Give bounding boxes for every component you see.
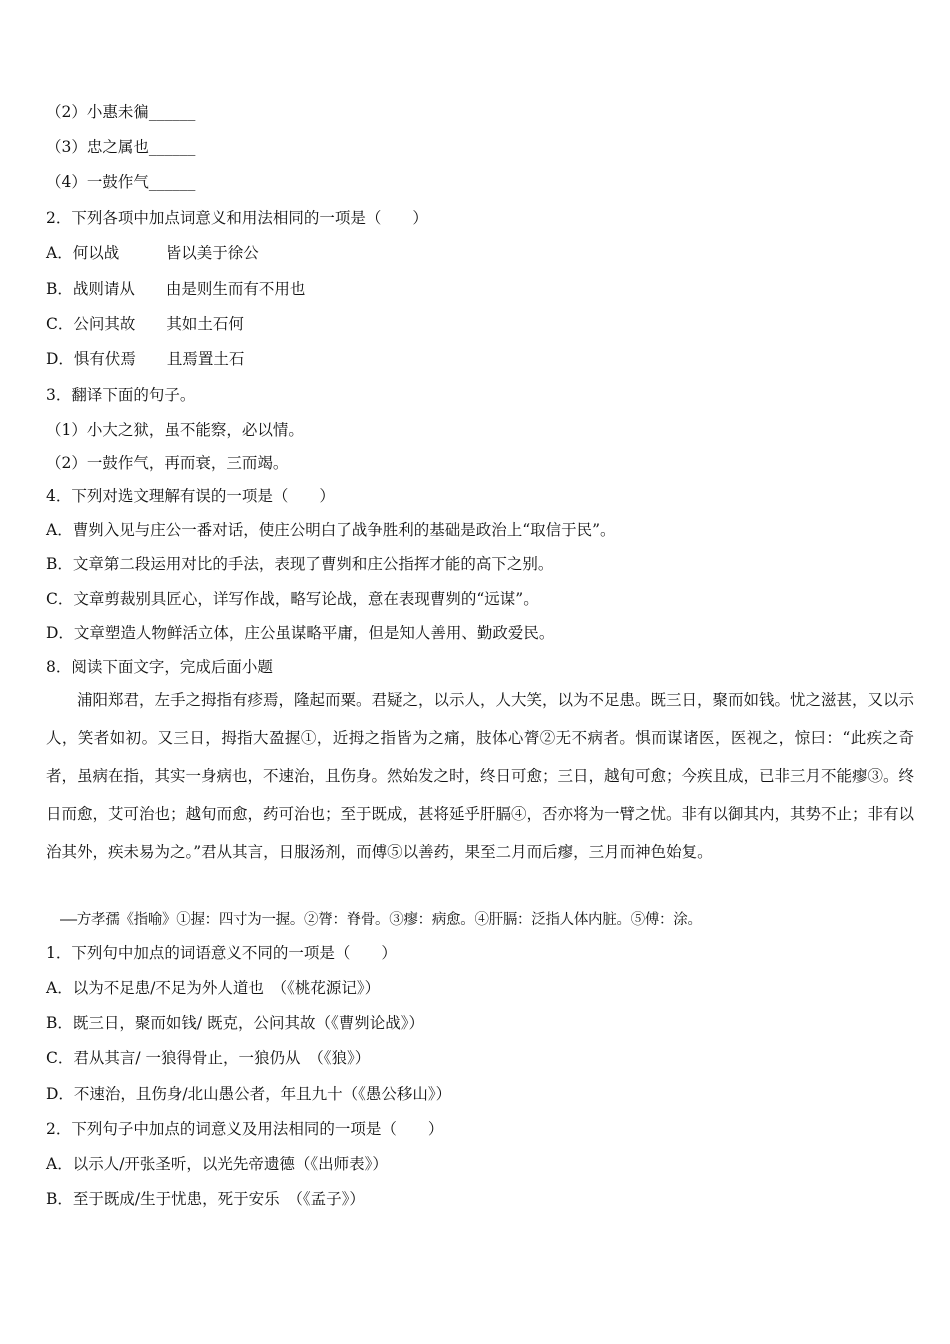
translate-sentence-2: （2）一鼓作气，再而衰，三而竭。 (46, 454, 289, 472)
sub-question-2-stem: 2．下列句子中加点的词意义及用法相同的一项是（ ） (46, 1120, 444, 1138)
question-4-stem: 4．下列对选文理解有误的一项是（ ） (46, 487, 335, 505)
question-3-stem: 3．翻译下面的句子。 (46, 386, 196, 404)
q4-option-b: B．文章第二段运用对比的手法，表现了曹刿和庄公指挥才能的高下之别。 (46, 555, 554, 573)
q4-option-c: C．文章剪裁别具匠心，详写作战，略写论战，意在表现曹刿的“远谋”。 (46, 590, 539, 608)
sub-q1-option-c: C．君从其言/ 一狼得骨止，一狼仍从 （《狼》） (46, 1049, 371, 1067)
q4-option-d: D．文章塑造人物鲜活立体，庄公虽谋略平庸，但是知人善用、勤政爱民。 (46, 624, 555, 642)
sub-q2-option-b: B．至于既成/生于忧患，死于安乐 （《孟子》） (46, 1190, 365, 1208)
sub-q1-option-b: B．既三日，聚而如钱/ 既克，公问其故（《曹刿论战》） (46, 1014, 425, 1032)
passage-source-note: ——方孝孺《指喻》①握：四寸为一握。②膂：脊骨。③瘳：病愈。④肝膈：泛指人体内脏。⑤傅：涂。 (60, 912, 702, 928)
option-c: C．公问其故 其如土石何 (46, 315, 244, 333)
answer-line-2: （2）小惠未徧______ (46, 103, 196, 121)
section-8-heading: 8．阅读下面文字，完成后面小题 (46, 658, 273, 676)
question-2-stem: 2．下列各项中加点词意义和用法相同的一项是（ ） (46, 209, 428, 227)
option-b: B．战则请从 由是则生而有不用也 (46, 280, 306, 298)
sub-q1-option-a: A．以为不足患/不足为外人道也 （《桃花源记》） (46, 979, 381, 997)
reading-passage: 浦阳郑君，左手之拇指有疹焉，隆起而粟。君疑之，以示人，人大笑，以为不足患。既三日，聚而如钱。忧之滋甚，又以示人，笑者如初。又三日，拇指大盈握①，近拇之指皆为之痛，肢体心膂②无不病者。惧而谋诸医，医视之，惊曰：“此疾之奇者，虽病在指，其实一身病也，不速治，且伤身。然始发之时，终日可愈；三日，越旬可愈；今疾且成，已非三月不能瘳③。终日而愈，艾可治也；越旬而愈，药可治也；至于既成，甚将延乎肝膈④，否亦将为一臂之忧。非有以御其内，其势不止；非有以治其外，疾未易为之。”君从其言，日服汤剂，而傅⑤以善药，果至二月而后瘳，三月而神色始复。 (46, 691, 915, 861)
sub-question-1-stem: 1．下列句中加点的词语意义不同的一项是（ ） (46, 944, 397, 962)
option-a: A．何以战 皆以美于徐公 (46, 244, 259, 262)
option-d: D．惧有伏焉 且焉置土石 (46, 350, 245, 368)
sub-q2-option-a: A．以示人/开张圣听，以光先帝遗德（《出师表》） (46, 1155, 388, 1173)
sub-q1-option-d: D．不速治，且伤身/北山愚公者，年且九十（《愚公移山》） (46, 1085, 452, 1103)
q4-option-a: A．曹刿入见与庄公一番对话，使庄公明白了战争胜利的基础是政治上“取信于民”。 (46, 521, 616, 539)
answer-line-4: （4）一鼓作气______ (46, 173, 196, 191)
answer-line-3: （3）忠之属也______ (46, 138, 196, 156)
translate-sentence-1: （1）小大之狱，虽不能察，必以情。 (46, 421, 304, 439)
